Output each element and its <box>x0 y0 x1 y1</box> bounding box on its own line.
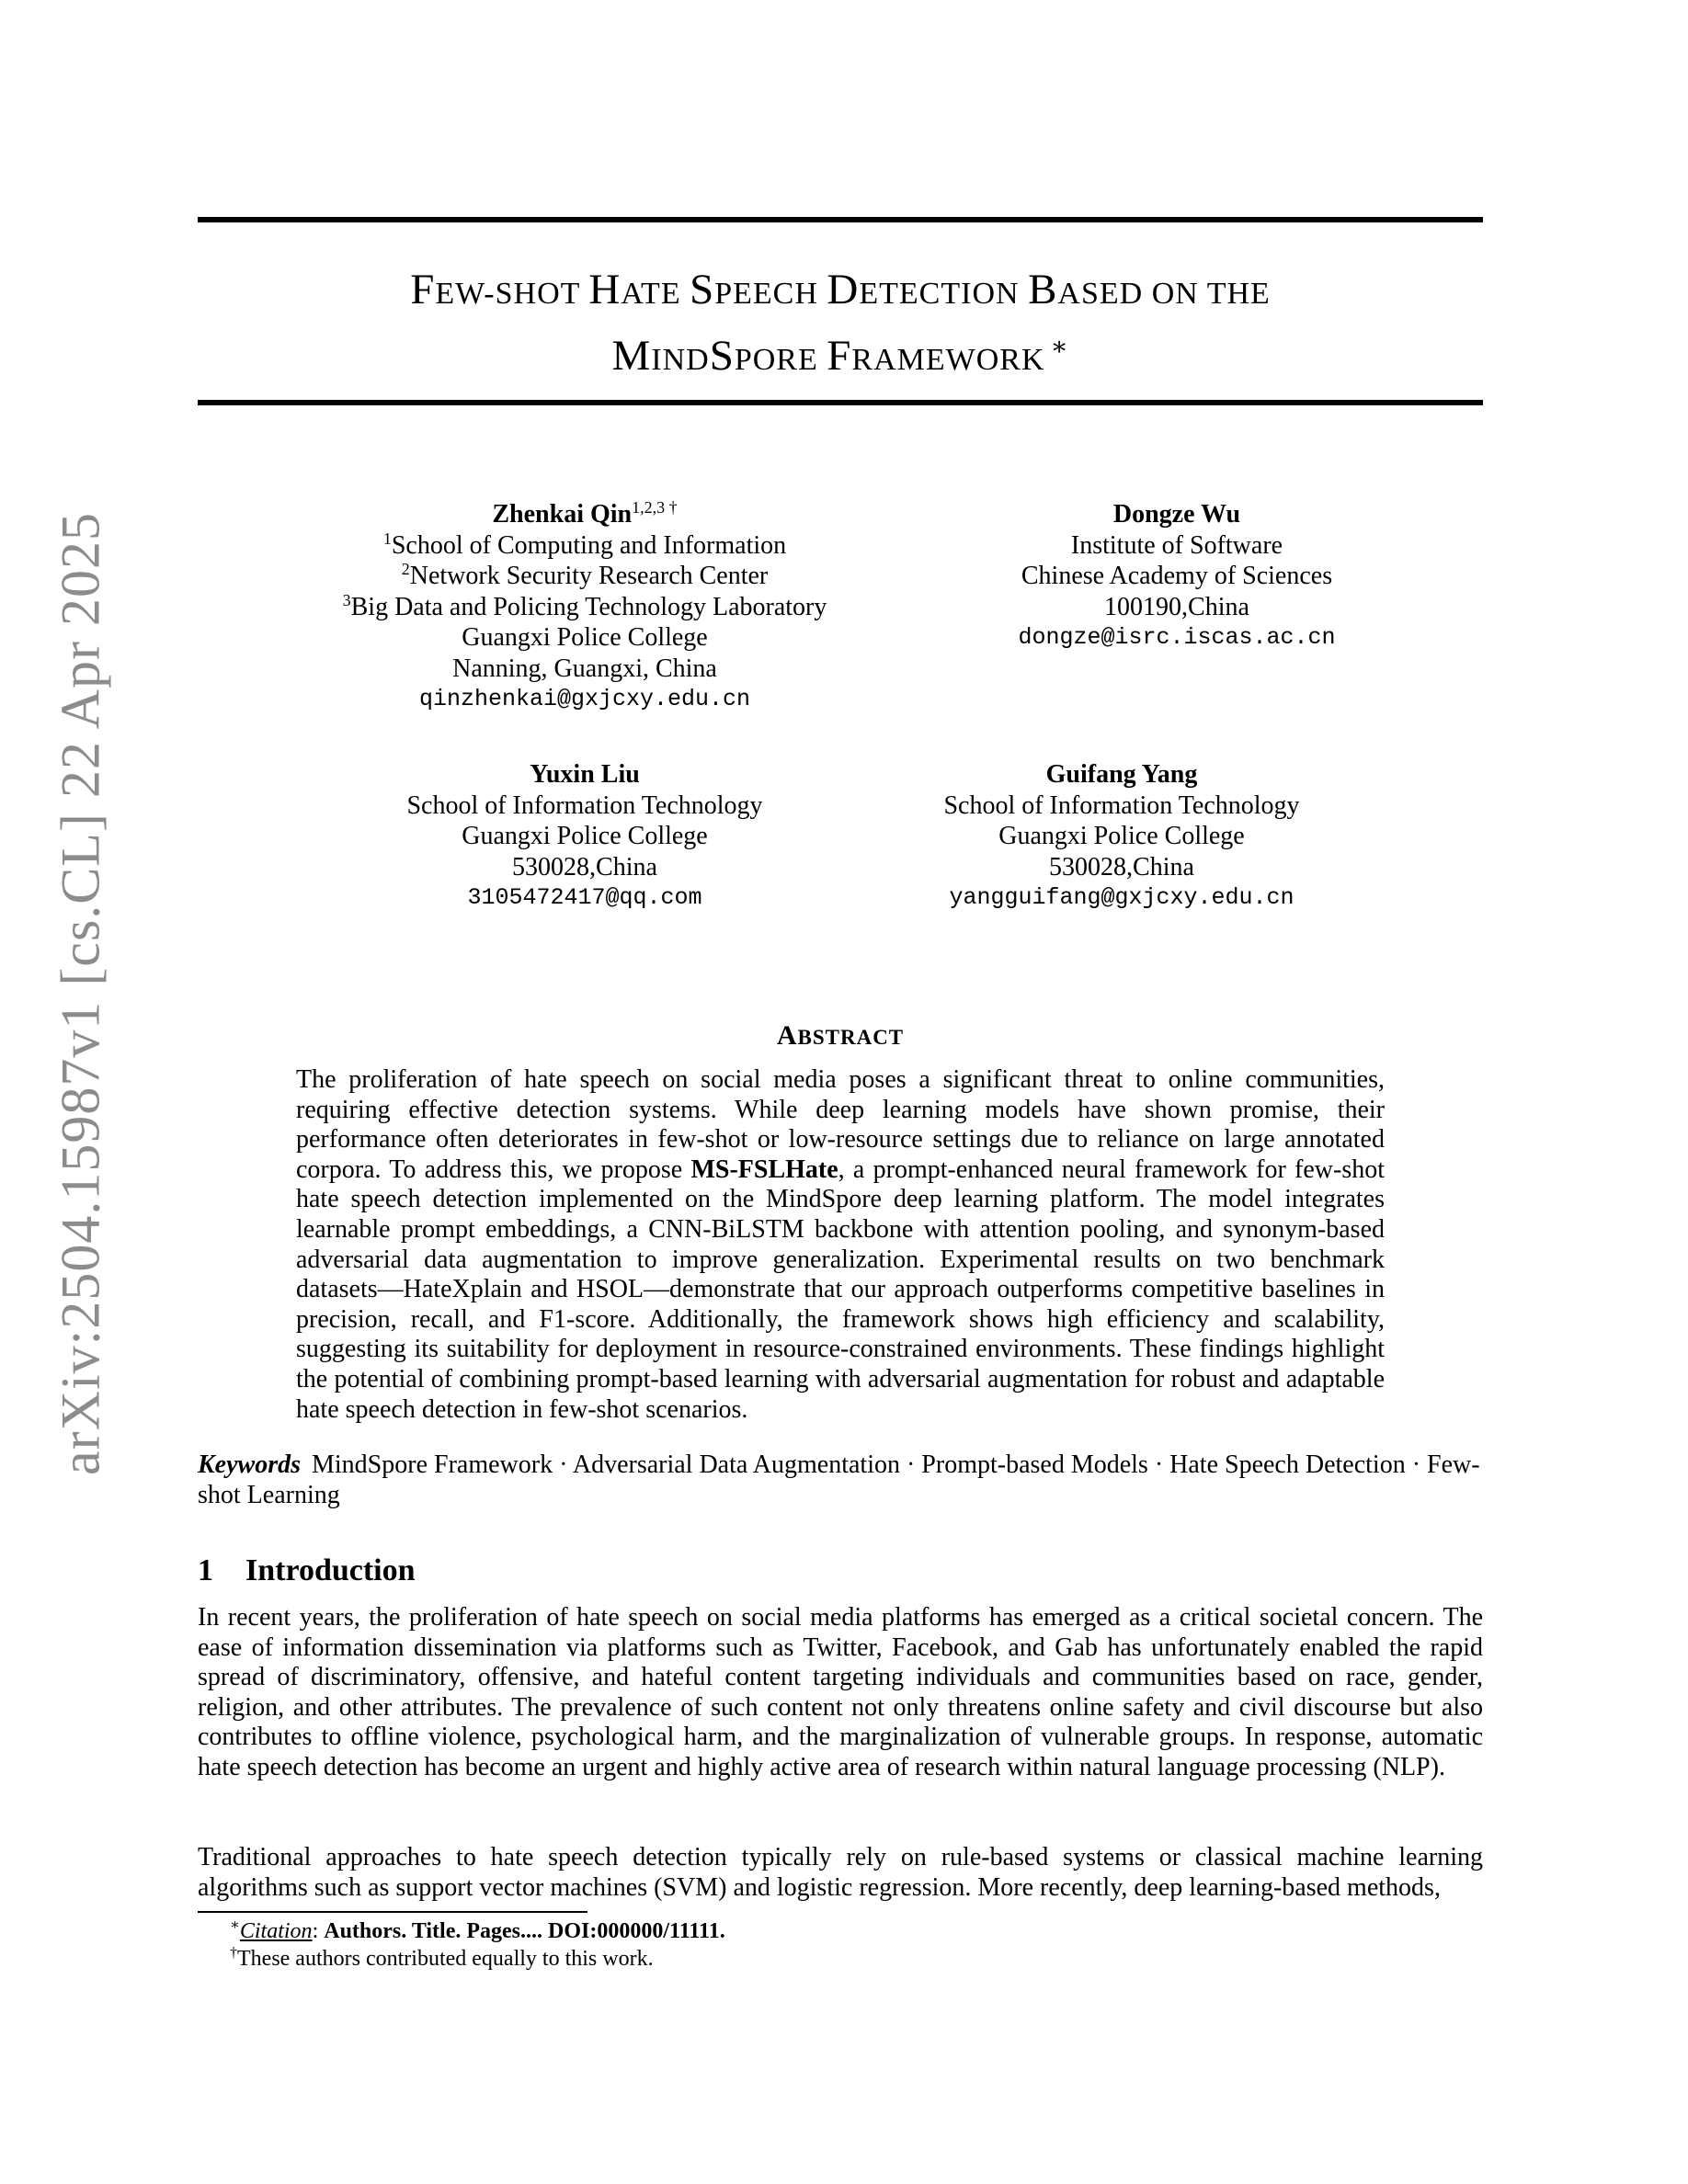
title-word: ATE <box>621 277 690 311</box>
affiliation-line: Guangxi Police College <box>998 822 1245 850</box>
heading-rest: BSTRACT <box>797 1026 905 1049</box>
title-footnote-mark: ∗ <box>1050 333 1069 361</box>
author-block-yang <box>892 759 1352 914</box>
paragraph: Traditional approaches to hate speech detection typically rely on rule-based systems or classical machine learning algorithms such as support vector machines (SVM) and logistic regression. More recently, deep learning-based methods, <box>198 1843 1483 1902</box>
affiliation-line: School of Information Technology <box>943 791 1300 820</box>
affiliation-line: 100190,China <box>1104 592 1249 621</box>
affiliation-line: School of Computing and Information <box>391 530 787 560</box>
footnote-rule <box>198 1911 587 1913</box>
title-word: S <box>690 266 715 313</box>
author-name: Dongze Wu <box>1112 500 1241 529</box>
citation-text: Authors. Title. Pages.... DOI:000000/11111. <box>324 1919 725 1943</box>
author-email[interactable]: qinzhenkai@gxjcxy.edu.cn <box>418 686 751 712</box>
author-email[interactable]: 3105472417@qq.com <box>467 884 702 911</box>
keywords <box>198 1450 1483 1510</box>
title-word: H <box>588 266 622 313</box>
title-rule-bottom <box>198 400 1483 405</box>
author-name: Guifang Yang <box>1045 760 1198 789</box>
section-number: 1 <box>198 1553 213 1587</box>
abstract-heading <box>198 1020 1483 1052</box>
affiliation-mark: 1 <box>382 529 392 548</box>
author-email[interactable]: yangguifang@gxjcxy.edu.cn <box>949 884 1295 911</box>
affiliation-line: Institute of Software <box>1070 530 1283 560</box>
footnote-equal-contribution <box>230 1945 654 1973</box>
paragraph: In recent years, the proliferation of hate speech on social media platforms has emerged as a critical societal concern. The ease of information dissemination via platforms such as Twitter, Facebook, and Gab has unfortunately enabled the rapid spread of discriminatory, offensive, and hateful content targeting individuals and communities based on race, gender, religion, and other attributes. The prevalence of such content not only threatens online safety and civil discourse but also contributes to offline violence, psychological harm, and the marginalization of vulnerable groups. In response, automatic hate speech detection has become an urgent and highly active area of research within natural language processing (NLP). <box>198 1603 1483 1781</box>
title-word: IND <box>651 343 710 377</box>
citation-label: Citation <box>239 1919 313 1943</box>
affiliation-line: Network Security Research Center <box>409 562 769 590</box>
affiliation-line: 530028,China <box>1049 852 1194 882</box>
footnote-mark: ∗ <box>230 1917 240 1933</box>
affiliation-line: 530028,China <box>512 852 657 882</box>
arxiv-watermark: arXiv:2504.15987v1 [cs.CL] 22 Apr 2025 <box>50 512 111 1475</box>
title-word: S <box>709 332 735 380</box>
keywords-list: MindSpore Framework · Adversarial Data Augmentation · Prompt-based Models · Hate Speech Detection · Few-shot Learning <box>198 1450 1480 1509</box>
title-word: F <box>827 332 852 380</box>
title-word: ETECTION <box>859 277 1029 311</box>
abstract-text <box>296 1065 1385 1425</box>
title-word: RAMEWORK <box>851 343 1045 377</box>
affiliation-line: School of Information Technology <box>406 791 763 820</box>
model-name: MS-FSLHate <box>690 1155 838 1184</box>
footnote-text: These authors contributed equally to this work. <box>237 1947 654 1971</box>
author-block-qin <box>309 499 861 715</box>
title-word: EW-SHOT <box>435 277 589 311</box>
heading-cap: A <box>776 1020 798 1051</box>
title-line-2 <box>198 321 1483 387</box>
author-email[interactable]: dongze@isrc.iscas.ac.cn <box>1018 624 1336 651</box>
affiliation-line: Nanning, Guangxi, China <box>452 654 717 683</box>
affiliation-mark: 3 <box>342 590 351 609</box>
affiliation-line: Big Data and Policing Technology Laboratory <box>350 592 827 621</box>
affiliation-line: Guangxi Police College <box>462 822 708 850</box>
section-title: Introduction <box>245 1553 416 1587</box>
title-rule-top <box>198 217 1483 222</box>
citation-sep: : <box>312 1919 325 1943</box>
title-line-1 <box>198 263 1483 321</box>
title-word: PEECH <box>714 277 827 311</box>
title-word: D <box>827 266 860 313</box>
title-word: PORE <box>734 343 827 377</box>
paper-title <box>198 263 1483 387</box>
affiliation-line: Guangxi Police College <box>462 623 708 652</box>
abstract-part: , a prompt-enhanced neural framework for few-shot hate speech detection implemented on the MindSpore deep learning platform. The model integrates learnable prompt embeddings, a CNN-BiLSTM backbone with attention pooling, and synonym-based adversarial data augmentation to improve generalization. Experimental results on two benchmark datasets—HateXplain and HSOL—demonstrate that our approach outperforms competitive baselines in precision, recall, and F1-score. Additionally, the framework shows high efficiency and scalability, suggesting its suitability for deployment in resource-constrained environments. These findings highlight the potential of combining prompt-based learning with adversarial augmentation for robust and adaptable hate speech detection in few-shot scenarios. <box>296 1155 1385 1424</box>
author-name: Yuxin Liu <box>530 760 640 789</box>
keywords-label-text: Keywords <box>198 1450 301 1479</box>
author-block-wu <box>947 499 1407 654</box>
title-word: F <box>410 266 436 313</box>
title-word: ASED ON THE <box>1057 277 1271 311</box>
keywords-label <box>198 1450 301 1479</box>
section-heading <box>198 1553 416 1588</box>
author-block-liu <box>309 759 861 914</box>
footnote-mark: † <box>230 1945 237 1961</box>
footnote-citation <box>230 1917 725 1945</box>
abstract-part: The proliferation of hate speech on social media poses a significant threat to online communities, requiring effective detection systems. While deep learning models have shown promise, their performance often deteriorates in few-shot or low-resource settings due to reliance on large annotated corpora. To address this, we propose <box>296 1065 1385 1184</box>
affiliation-line: Chinese Academy of Sciences <box>1021 562 1333 590</box>
author-affiliation-marks: 1,2,3 † <box>632 498 678 517</box>
title-word: B <box>1028 266 1058 313</box>
title-word: M <box>611 332 652 380</box>
author-name: Zhenkai Qin <box>492 500 633 529</box>
affiliation-mark: 2 <box>401 560 410 578</box>
